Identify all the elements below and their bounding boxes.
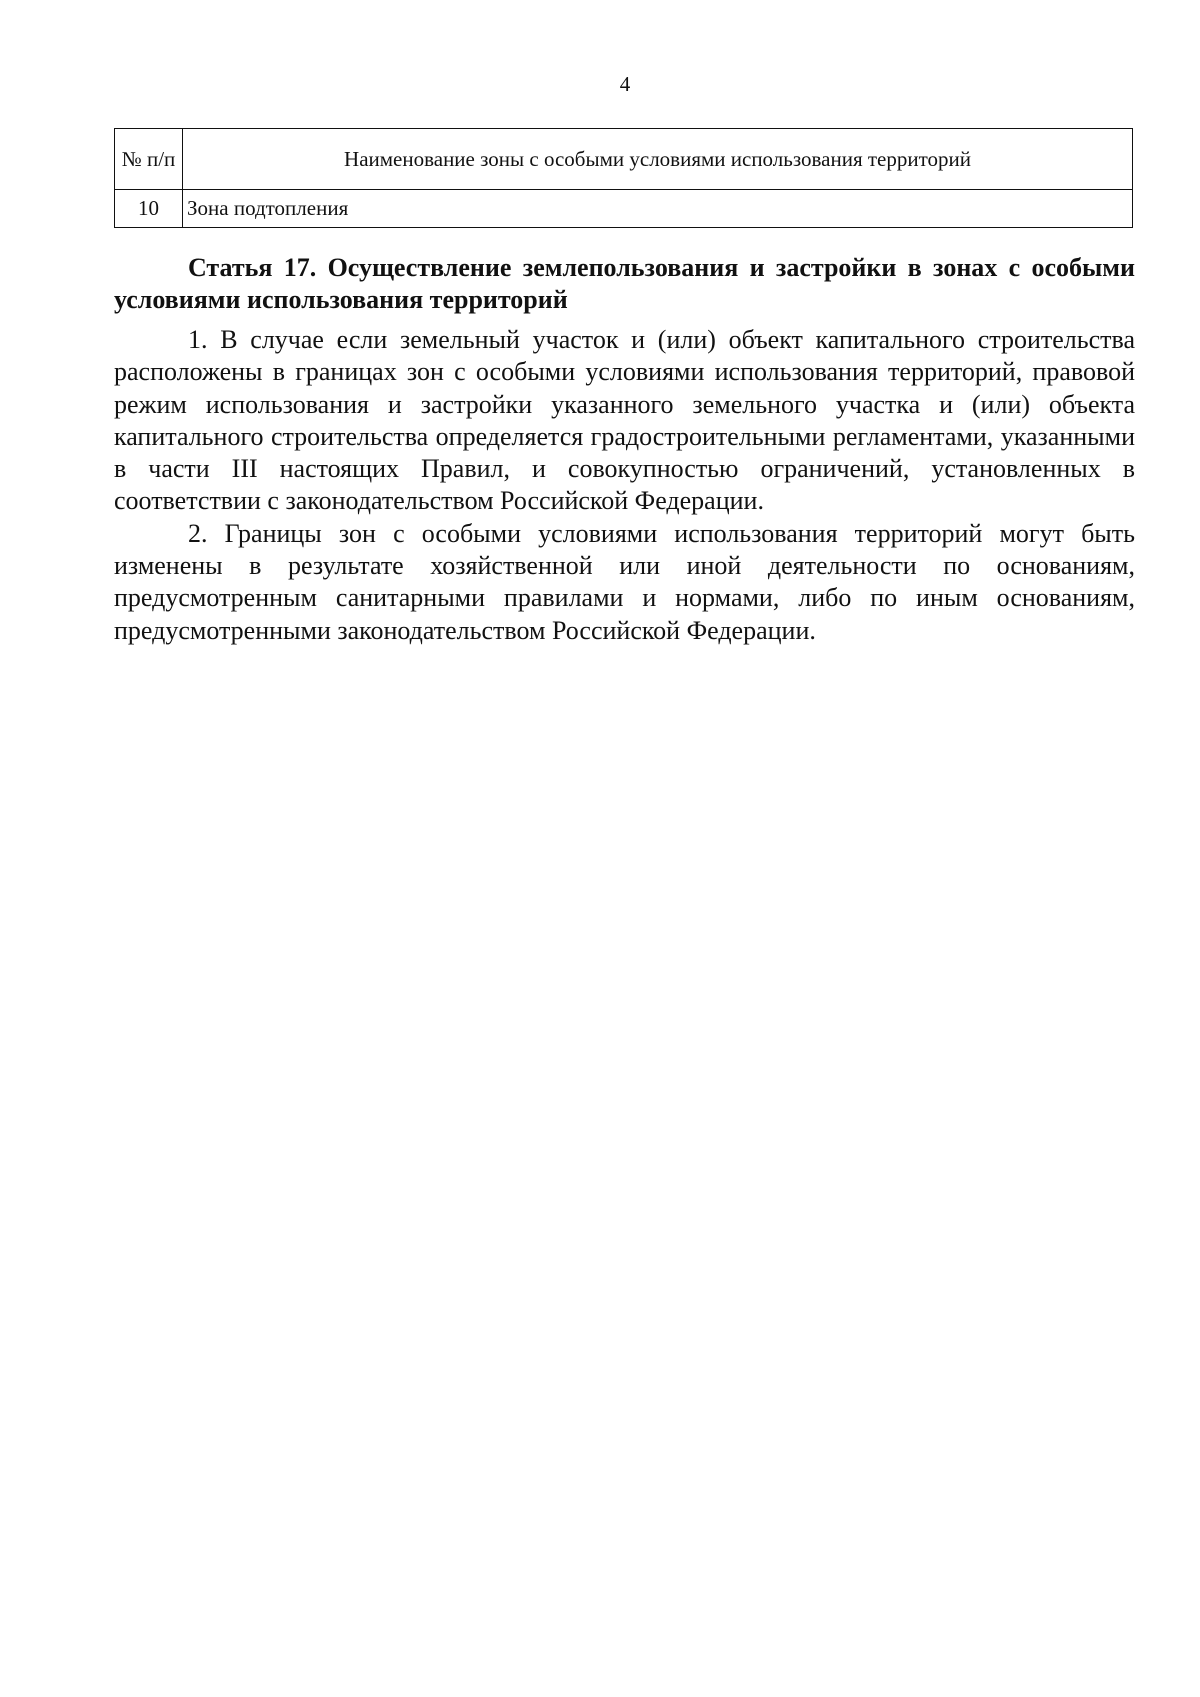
table-cell-number: 10 xyxy=(115,190,183,228)
table-header-zone-name: Наименование зоны с особыми условиями использования территорий xyxy=(183,129,1133,190)
page-number: 4 xyxy=(619,72,631,96)
article-title: Статья 17. Осуществление землепользования и застройки в зонах с особыми условиями использования территорий xyxy=(114,253,1135,314)
zones-table xyxy=(114,128,1133,228)
article-paragraph-1: 1. В случае если земельный участок и (или) объект капитального строительства расположены в границах зон с особыми условиями использования территорий, правовой режим использования и застройки указанного земельного участка и (или) объекта капитального строительства определяется градостроительными регламентами, указанными в части III настоящих Правил, и совокупностью ограничений, установленных в соответствии с законодательством Российской Федерации. xyxy=(114,325,1135,516)
article-paragraph-2: 2. Границы зон с особыми условиями использования территорий могут быть изменены в результате хозяйственной или иной деятельности по основаниям, предусмотренным санитарными правилами и нормами, либо по иным основаниям, предусмотренными законодательством Российской Федерации. xyxy=(114,518,1135,645)
table-cell-zone-name: Зона подтопления xyxy=(183,190,1133,228)
table-row xyxy=(115,190,1133,228)
table-header-row xyxy=(115,129,1133,190)
table-header-number: № п/п xyxy=(115,129,183,190)
article-section xyxy=(114,252,1135,647)
